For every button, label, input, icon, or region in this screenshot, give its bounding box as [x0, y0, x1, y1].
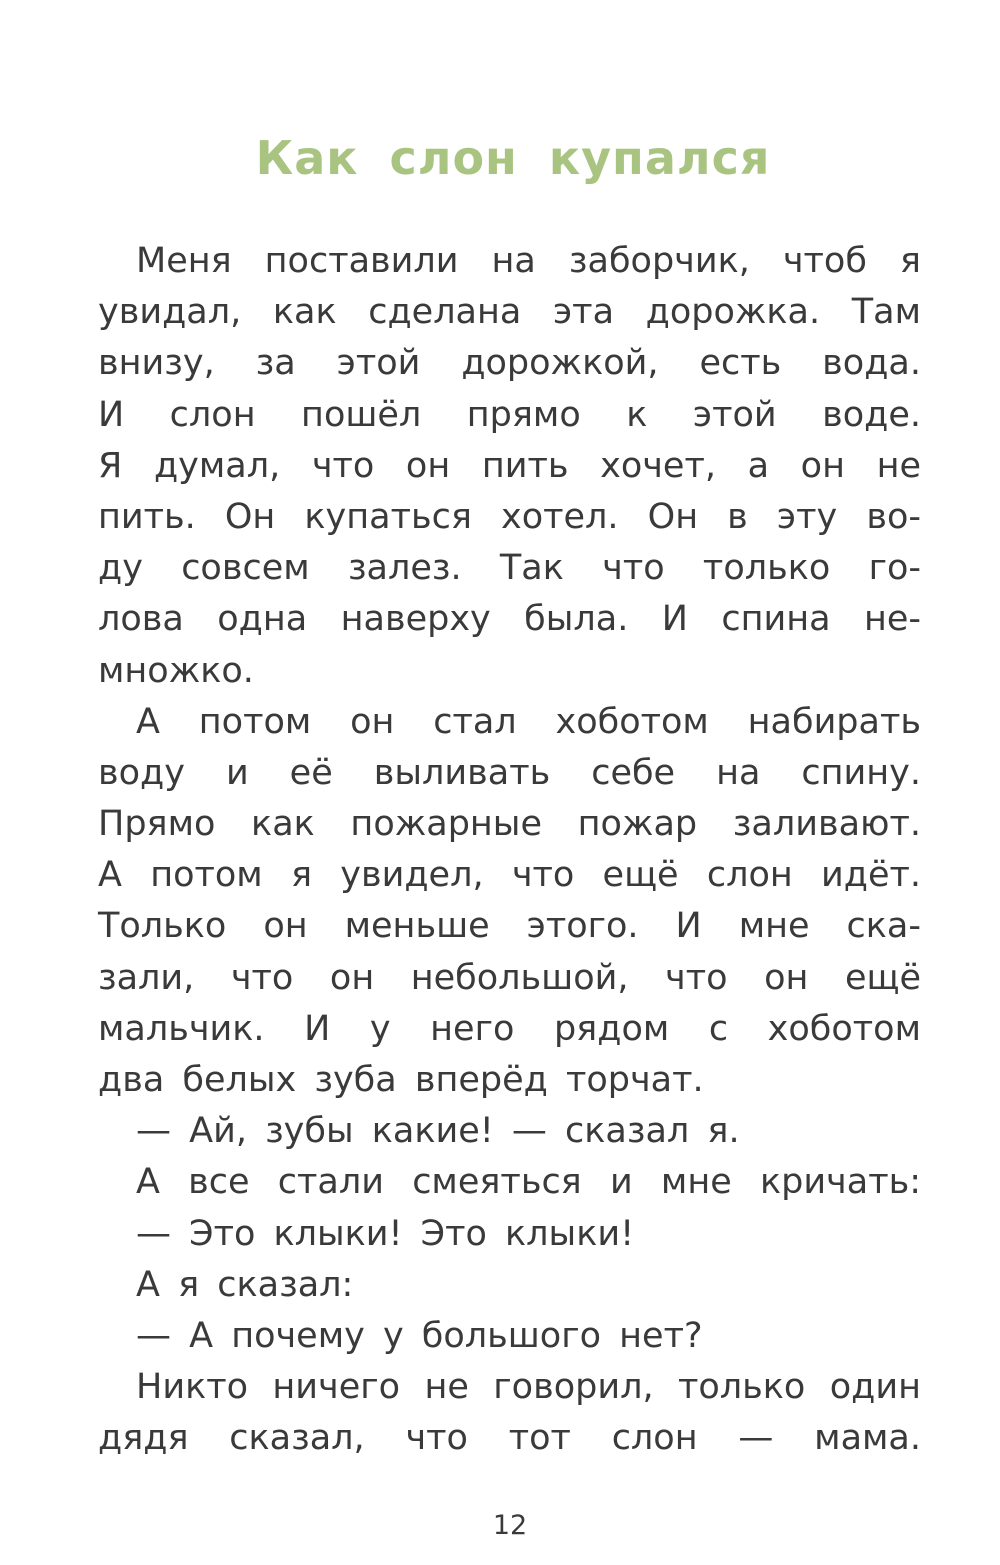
text-line: увидал, как сделана эта дорожка. Там [98, 292, 921, 333]
text-line: А потом он стал хоботом набирать [136, 701, 921, 742]
text-line: Никто ничего не говорил, только один [136, 1367, 921, 1408]
text-line: лова одна наверху была. И спина не- [98, 599, 921, 640]
text-line: Я думал, что он пить хочет, а он не [98, 445, 921, 486]
text-line: Меня поставили на заборчик, чтоб я [136, 241, 921, 281]
text-line: пить. Он купаться хотел. Он в эту во- [98, 496, 921, 537]
text-line: И слон пошёл прямо к этой воде. [98, 394, 921, 435]
text-line: множко. [98, 650, 254, 691]
text-line: Только он меньше этого. И мне ска- [98, 906, 921, 947]
text-line: А все стали смеяться и мне кричать: [136, 1162, 921, 1203]
text-line: ду совсем залез. Так что только го- [98, 548, 921, 589]
text-line: дядя сказал, что тот слон — мама. [98, 1418, 921, 1459]
text-line: два белых зуба вперёд торчат. [98, 1060, 704, 1100]
page-number: 12 [492, 1510, 528, 1541]
text-line: — Это клыки! Это клыки! [136, 1213, 635, 1254]
story-title: Как слон купался [255, 131, 771, 185]
text-line: воду и её выливать себе на спину. [98, 752, 921, 793]
text-line: внизу, за этой дорожкой, есть вода. [98, 343, 921, 384]
text-line: А потом я увидел, что ещё слон идёт. [98, 855, 921, 896]
text-line: мальчик. И у него рядом с хоботом [98, 1008, 921, 1049]
story-body [98, 236, 921, 1465]
text-line: — А почему у большого нет? [136, 1315, 703, 1356]
text-line: зали, что он небольшой, что он ещё [98, 957, 921, 998]
text-line: Прямо как пожарные пожар заливают. [98, 804, 921, 845]
text-line: А я сказал: [136, 1264, 354, 1305]
text-line: — Ай, зубы какие! — сказал я. [136, 1111, 740, 1152]
